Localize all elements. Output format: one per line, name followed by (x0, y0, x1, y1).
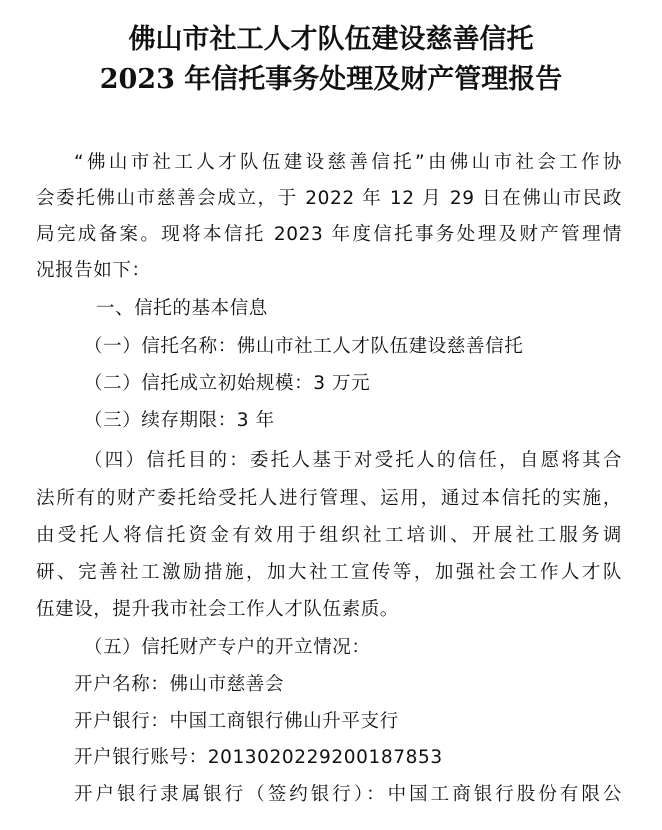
purpose-line-4: 研、完善社工激励措施，加大社工宣传等，加强社会工作人才队 (36, 562, 622, 583)
info-item-scale: （二）信托成立初始规模：3 万元 (84, 373, 371, 394)
info-item-name: （一）信托名称：佛山市社工人才队伍建设慈善信托 (84, 336, 524, 357)
document-title-line-1: 佛山市社工人才队伍建设慈善信托 (128, 24, 534, 55)
account-name: 开户名称：佛山市慈善会 (74, 674, 285, 695)
section-heading: 一、信托的基本信息 (96, 298, 268, 319)
purpose-line-1: （四）信托目的：委托人基于对受托人的信任，自愿将其合 (84, 450, 622, 471)
intro-line-4: 况报告如下： (36, 260, 151, 281)
intro-line-1: “佛山市社工人才队伍建设慈善信托”由佛山市社会工作协 (74, 152, 622, 173)
purpose-line-5: 伍建设，提升我市社会工作人才队伍素质。 (36, 599, 399, 620)
info-item-duration: （三）续存期限：3 年 (84, 410, 275, 431)
purpose-line-2: 法所有的财产委托给受托人进行管理、运用，通过本信托的实施， (36, 488, 622, 509)
account-bank: 开户银行：中国工商银行佛山升平支行 (74, 711, 399, 732)
account-parent-bank: 开户银行隶属银行（签约银行）：中国工商银行股份有限公 (74, 784, 622, 805)
account-heading: （五）信托财产专户的开立情况： (84, 637, 371, 658)
document-title-line-2: 2023 年信托事务处理及财产管理报告 (99, 64, 563, 95)
intro-line-2: 会委托佛山市慈善会成立，于 2022 年 12 月 29 日在佛山市民政 (36, 188, 622, 209)
intro-line-3: 局完成备案。现将本信托 2023 年度信托事务处理及财产管理情 (36, 224, 622, 245)
purpose-line-3: 由受托人将信托资金有效用于组织社工培训、开展社工服务调 (36, 525, 622, 546)
account-number: 开户银行账号：2013020229200187853 (74, 747, 443, 768)
